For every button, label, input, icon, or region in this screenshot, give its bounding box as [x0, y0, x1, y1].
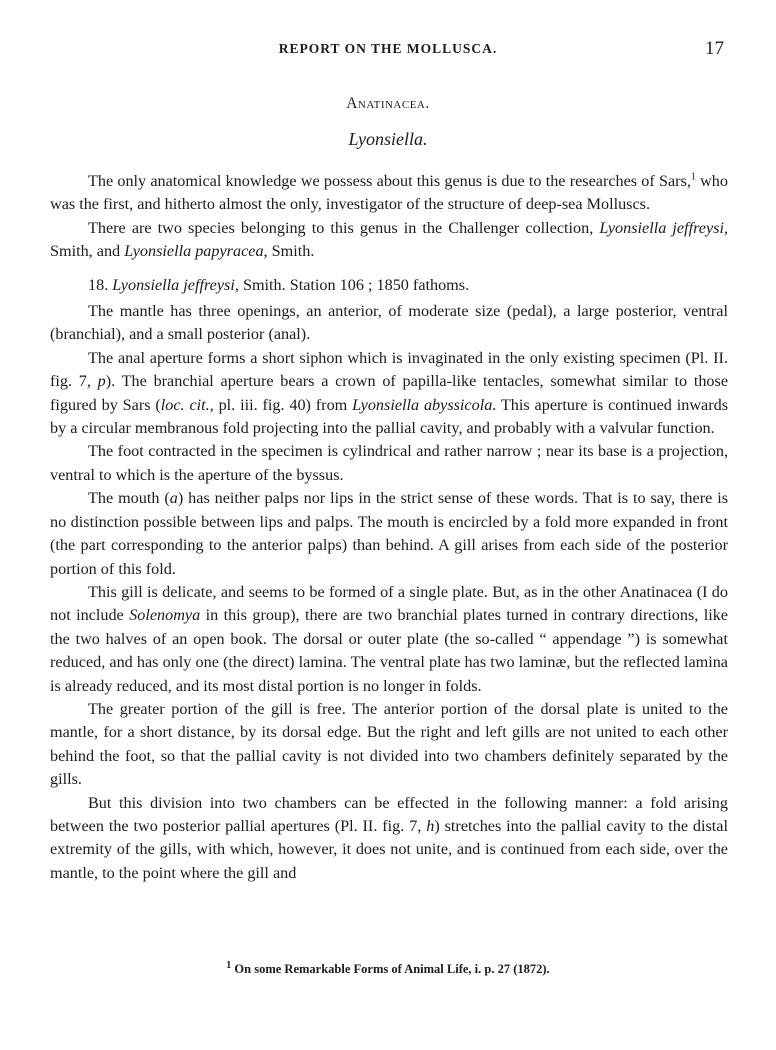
text-run: in this group), there are two branchial plates turned in contrary directions, like the two halves of an open book. The dorsal or outer plate (the so-called “ appendage ”) is somewhat reduced, and has only one (the direct) lamina. The ventral plate has two laminæ, but the reflected lamina is already reduced, and its most distal portion is no longer in folds.: [50, 606, 728, 695]
text-run: , Smith.: [263, 242, 315, 261]
paragraph: [50, 440, 728, 487]
text-run: , Smith, and: [50, 218, 728, 261]
text-run: This gill is delicate, and seems to be formed of a single plate. But, as in the other Anatinacea (I do not include: [50, 582, 728, 625]
paragraph: [50, 698, 728, 792]
italic-term: Lyonsiella jeffreysi: [599, 218, 724, 237]
text-run: The mantle has three openings, an anterior, of moderate size (pedal), a large posterior, ventral (branchial), and a small posterior (anal).: [50, 302, 728, 344]
footnote-ref: 1: [690, 171, 696, 183]
italic-term: p: [97, 372, 106, 391]
italic-term: a: [169, 489, 178, 508]
footnote-text: On some Remarkable Forms of Animal Life, i. p. 27 (1872).: [231, 962, 550, 976]
running-header: [0, 38, 776, 65]
footnote: [0, 959, 776, 977]
italic-term: Lyonsiella papyracea: [124, 242, 264, 261]
genus-title: Lyonsiella.: [348, 129, 428, 149]
italic-term: h: [426, 816, 435, 835]
footnote-marker: 1: [226, 959, 232, 971]
paragraph: [50, 300, 728, 347]
text-run: The only anatomical knowledge we possess about this genus is due to the researches of Sars,: [88, 172, 691, 190]
italic-term: Solenomya: [129, 606, 201, 625]
paragraph: [50, 217, 728, 264]
species-heading: [50, 274, 728, 297]
italic-term: Lyonsiella abyssicola: [352, 395, 493, 414]
text-run: The mouth (: [88, 489, 170, 508]
text-run: who was the first, and hitherto almost the only, investigator of the structure of deep-sea Molluscs.: [50, 172, 728, 214]
italic-term: Lyonsiella jeffreysi: [112, 275, 235, 294]
paragraph: [50, 347, 728, 441]
text-run: But this division into two chambers can be effected in the following manner: a fold arising between the two posterior pallial apertures (Pl. II. fig. 7,: [50, 793, 728, 835]
section-title: Anatinacea.: [346, 95, 430, 112]
text-run: ) has neither palps nor lips in the strict sense of these words. That is to say, there is no distinction possible between lips and palps. The mouth is encircled by a fold more expanded in front (the part corresponding to the anterior palps) than behind. A gill arises from each side of the posterior portion of this fold.: [50, 489, 728, 578]
text-run: 18.: [88, 275, 113, 294]
text-run: The greater portion of the gill is free. The anterior portion of the dorsal plate is united to the mantle, for a short distance, by its dorsal edge. But the right and left gills are not united to each other behind the foot, so that the pallial cavity is not divided into two chambers definitely separated by the gills.: [50, 699, 728, 789]
paragraph: [50, 581, 728, 698]
running-title: REPORT ON THE MOLLUSCA.: [278, 41, 498, 56]
text-run: ). The branchial aperture bears a crown of papilla-like tentacles, somewhat similar to those figured by Sars (: [50, 372, 729, 414]
text-run: , Smith. Station 106 ; 1850 fathoms.: [234, 275, 470, 294]
paragraph: [50, 170, 728, 217]
italic-term: loc. cit.: [160, 395, 210, 414]
page-number: 17: [705, 38, 724, 59]
paragraph: [50, 792, 728, 886]
text-run: There are two species belonging to this genus in the Challenger collection,: [88, 218, 600, 237]
paragraph: [50, 487, 728, 581]
body-text: [50, 170, 728, 885]
text-run: ) stretches into the pallial cavity to the distal extremity of the gills, with which, however, it does not unite, and is continued from each side, over the mantle, to the point where the gill and: [50, 816, 728, 882]
text-run: The anal aperture forms a short siphon which is invaginated in the only existing specimen (Pl. II. fig. 7,: [50, 348, 728, 391]
text-run: , pl. iii. fig. 40) from: [209, 395, 353, 414]
text-run: . This aperture is continued inwards by a circular membranous fold projecting into the pallial cavity, and probably with a valvular function.: [50, 395, 729, 438]
text-run: The foot contracted in the specimen is cylindrical and rather narrow ; near its base is a projection, ventral to which is the aperture of the byssus.: [50, 442, 728, 484]
